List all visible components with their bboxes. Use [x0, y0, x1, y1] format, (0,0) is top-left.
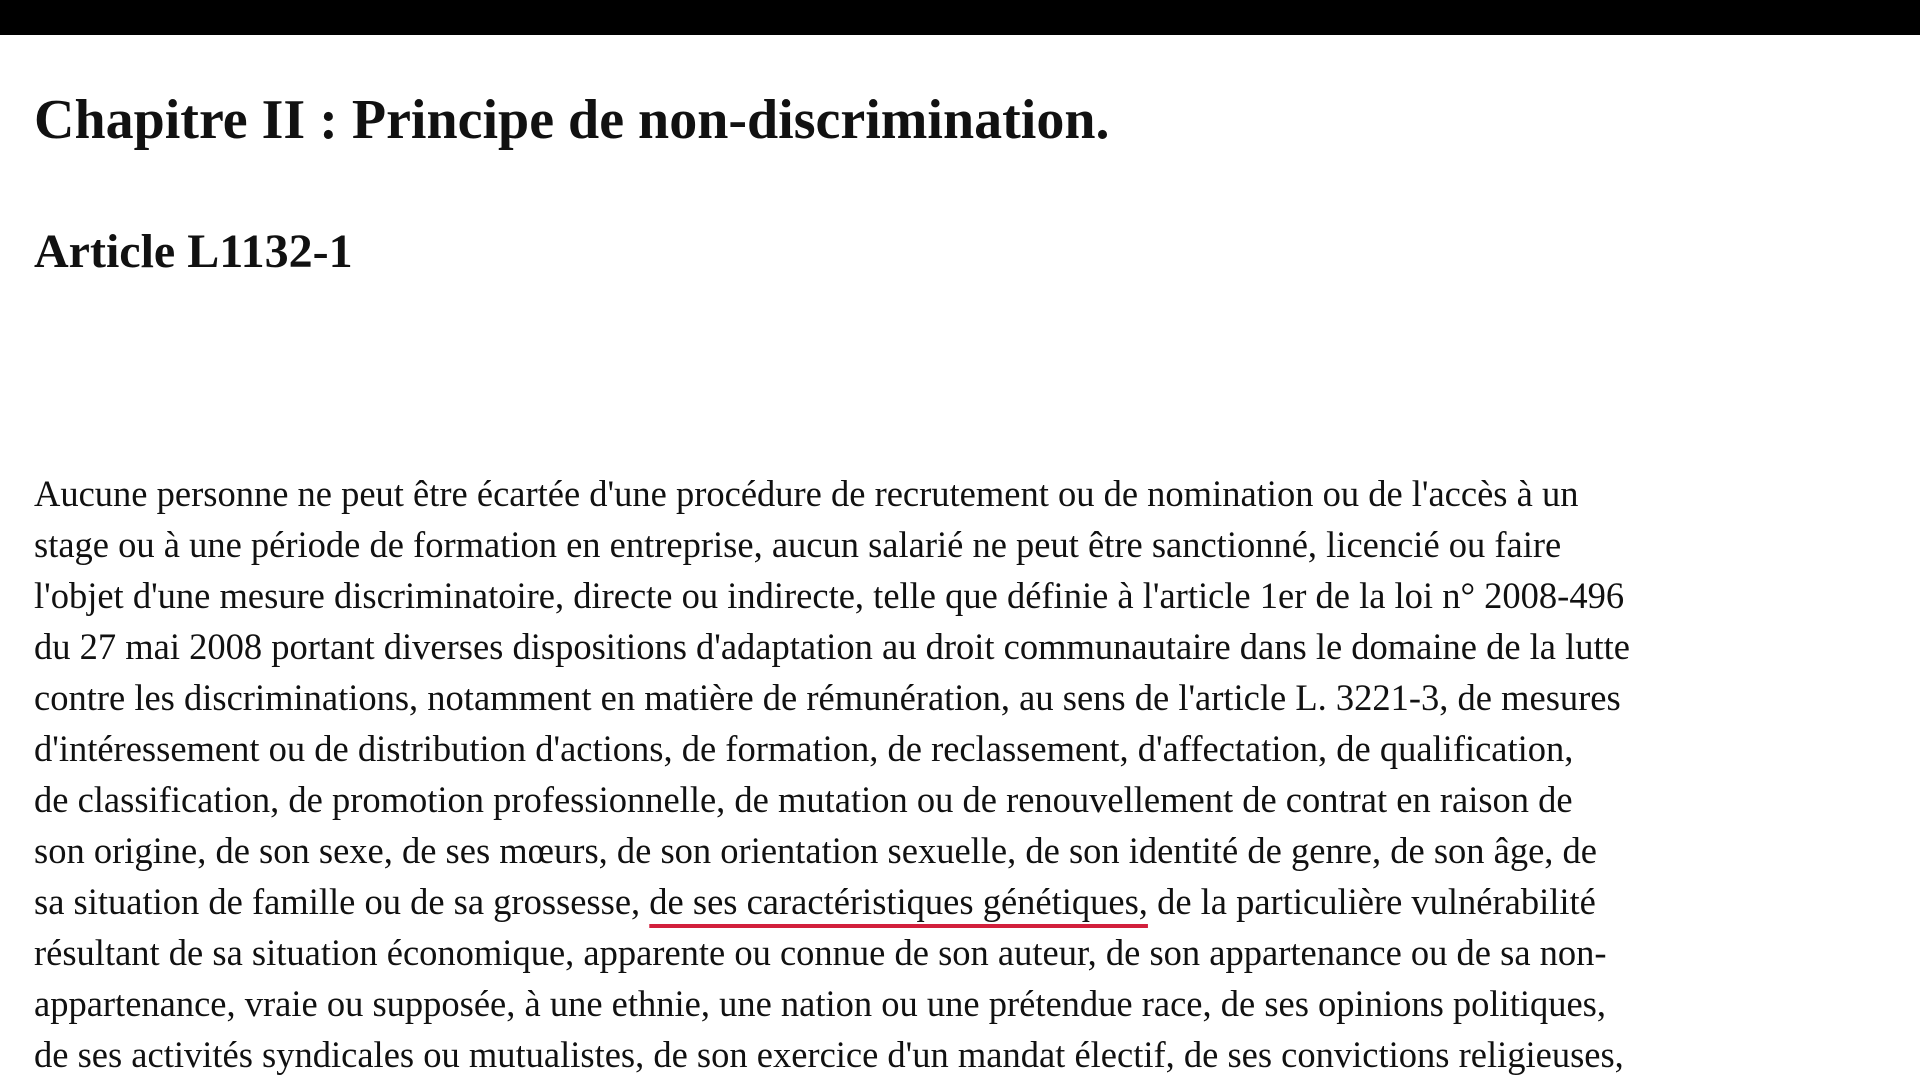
line-text-before: sa situation de famille ou de sa grossesse,	[34, 881, 650, 922]
body-line: appartenance, vraie ou supposée, à une ethnie, une nation ou une prétendue race, de ses opinions politiques,	[34, 983, 1607, 1024]
body-line: de classification, de promotion professionnelle, de mutation ou de renouvellement de contrat en raison de	[34, 779, 1573, 820]
article-title: Article L1132-1	[34, 225, 353, 278]
top-black-bar	[0, 0, 1920, 35]
chapter-title: Chapitre II : Principe de non-discrimination.	[34, 89, 1110, 151]
body-line: l'objet d'une mesure discriminatoire, directe ou indirecte, telle que définie à l'article 1er de la loi n° 2008-496	[34, 575, 1625, 616]
body-line-highlighted	[34, 876, 1894, 927]
body-line: Aucune personne ne peut être écartée d'une procédure de recrutement ou de nomination ou de l'accès à un	[34, 473, 1579, 514]
body-line: du 27 mai 2008 portant diverses dispositions d'adaptation au droit communautaire dans le domaine de la lutte	[34, 626, 1631, 667]
body-line: son origine, de son sexe, de ses mœurs, de son orientation sexuelle, de son identité de genre, de son âge, de	[34, 830, 1598, 871]
red-underlined-phrase: de ses caractéristiques génétiques,	[649, 881, 1148, 922]
body-line: stage ou à une période de formation en entreprise, aucun salarié ne peut être sanctionné, licencié ou faire	[34, 524, 1562, 565]
body-line: de ses activités syndicales ou mutualistes, de son exercice d'un mandat électif, de ses convictions religieuses,	[34, 1034, 1624, 1075]
body-line: d'intéressement ou de distribution d'actions, de formation, de reclassement, d'affectation, de qualification,	[34, 728, 1574, 769]
line-text-after: de la particulière vulnérabilité	[1147, 881, 1596, 922]
body-line: résultant de sa situation économique, apparente ou connue de son auteur, de son appartenance ou de sa non-	[34, 932, 1607, 973]
article-body	[34, 468, 1894, 1080]
body-line: contre les discriminations, notamment en matière de rémunération, au sens de l'article L. 3221-3, de mesures	[34, 677, 1621, 718]
